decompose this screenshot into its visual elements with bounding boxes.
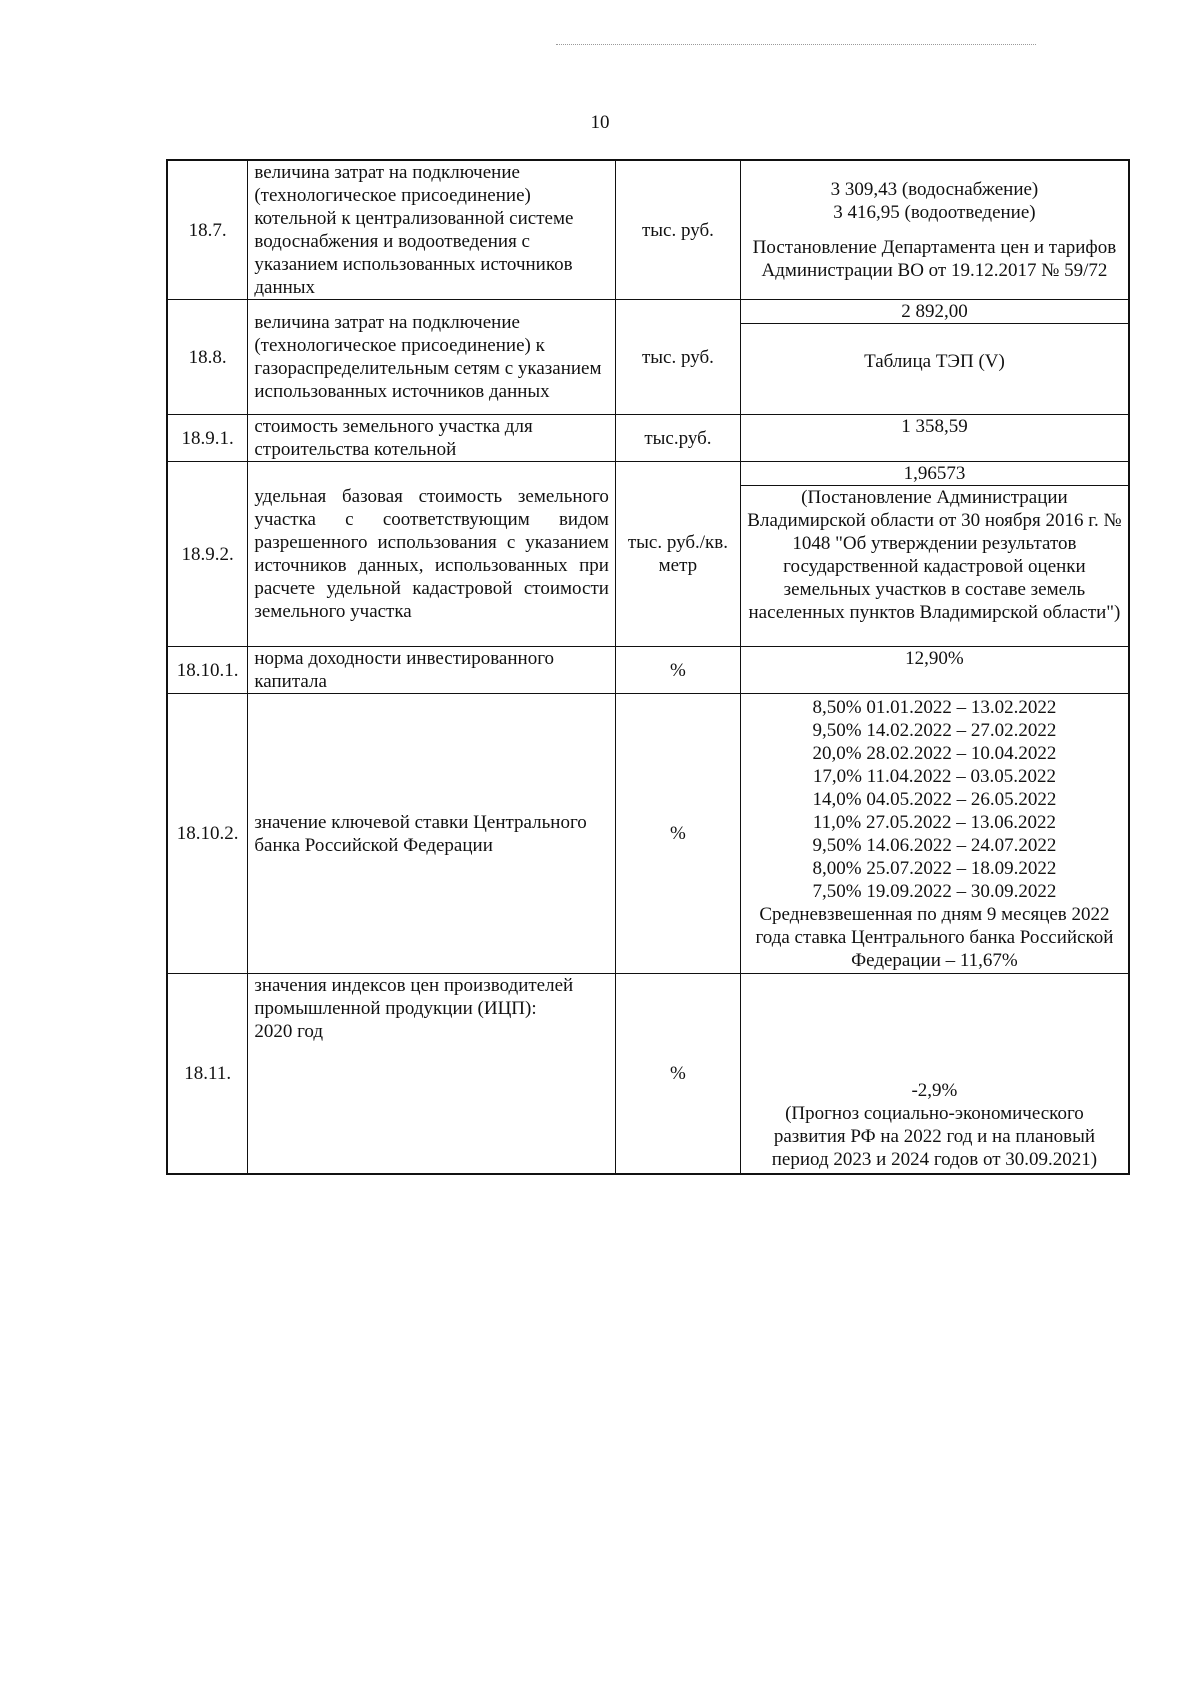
value-line: 3 309,43 (водоснабжение): [830, 179, 1039, 200]
table-row: [167, 974, 1129, 1174]
rate-line: 9,50% 14.02.2022 – 27.02.2022: [812, 719, 1057, 741]
page-number: 10: [590, 112, 610, 133]
row-value: [740, 160, 1129, 300]
row-unit: тыс. руб./кв. метр: [615, 462, 740, 647]
table-row: [167, 300, 1129, 415]
row-number: 18.9.1.: [167, 415, 248, 462]
table-row: [167, 647, 1129, 694]
value-source: (Постановление Администрации Владимирской области от 30 ноября 2016 г. № 1048 "Об утверждении результатов государственной кадастровой оценки земельных участков в составе земель населенных пунктов Владимирской области"): [747, 487, 1122, 623]
rate-line: 20,0% 28.02.2022 – 10.04.2022: [812, 742, 1057, 764]
row-value: [740, 647, 1129, 694]
row-description: норма доходности инвестированного капитала: [248, 647, 616, 694]
value-source: (Прогноз социально-экономического развития РФ на 2022 год и на плановый период 2023 и 2024 годов от 30.09.2021): [771, 1102, 1098, 1170]
value-source: Таблица ТЭП (V): [864, 351, 1005, 372]
rate-line: 7,50% 19.09.2022 – 30.09.2022: [812, 880, 1057, 902]
rate-line: 8,00% 25.07.2022 – 18.09.2022: [812, 857, 1057, 879]
row-unit: %: [615, 694, 740, 974]
row-description: значение ключевой ставки Центрального банка Российской Федерации: [248, 694, 616, 974]
description-year: 2020 год: [254, 1021, 324, 1042]
rate-line: 8,50% 01.01.2022 – 13.02.2022: [812, 696, 1057, 718]
description-text: значения индексов цен производителей промышленной продукции (ИЦП):: [254, 975, 574, 1019]
value-line: 1,96573: [741, 462, 1128, 486]
row-description: [248, 974, 616, 1174]
table-row: [167, 415, 1129, 462]
table-row: [167, 694, 1129, 974]
row-description: удельная базовая стоимость земельного участка с соответствующим видом разрешенного использования с указанием источников данных, использованных при расчете удельной кадастровой стоимости земельного участка: [248, 462, 616, 647]
value-line: 1 358,59: [901, 416, 968, 437]
weighted-rate-note: Средневзвешенная по дням 9 месяцев 2022 года ставка Центрального банка Российской Федерации – 11,67%: [755, 903, 1114, 971]
value-line: 3 416,95 (водоотведение): [833, 202, 1036, 223]
row-value: [740, 300, 1129, 415]
row-number: 18.10.2.: [167, 694, 248, 974]
row-unit: тыс. руб.: [615, 160, 740, 300]
row-value: [740, 974, 1129, 1174]
row-description: стоимость земельного участка для строительства котельной: [248, 415, 616, 462]
row-unit: тыс.руб.: [615, 415, 740, 462]
value-line: -2,9%: [911, 1079, 958, 1101]
rate-line: 11,0% 27.05.2022 – 13.06.2022: [812, 811, 1056, 833]
table-row: [167, 160, 1129, 300]
rate-line: 14,0% 04.05.2022 – 26.05.2022: [812, 788, 1057, 810]
row-number: 18.9.2.: [167, 462, 248, 647]
value-line: 2 892,00: [741, 300, 1128, 324]
scan-artifact: [556, 44, 1036, 47]
row-number: 18.7.: [167, 160, 248, 300]
row-unit: тыс. руб.: [615, 300, 740, 415]
rate-line: 17,0% 11.04.2022 – 03.05.2022: [812, 765, 1056, 787]
row-description: величина затрат на подключение (технологическое присоединение) к газораспределительным сетям с указанием использованных источников данных: [248, 300, 616, 415]
row-unit: %: [615, 974, 740, 1174]
value-source: Постановление Департамента цен и тарифов Администрации ВО от 19.12.2017 № 59/72: [752, 237, 1117, 281]
value-line: 12,90%: [905, 648, 964, 669]
row-number: 18.10.1.: [167, 647, 248, 694]
rate-line: 9,50% 14.06.2022 – 24.07.2022: [812, 834, 1057, 856]
row-value: [740, 694, 1129, 974]
row-number: 18.11.: [167, 974, 248, 1174]
row-value: [740, 415, 1129, 462]
row-description: величина затрат на подключение (технологическое присоединение) котельной к централизованной системе водоснабжения и водоотведения с указанием использованных источников данных: [248, 160, 616, 300]
row-value: [740, 462, 1129, 647]
row-number: 18.8.: [167, 300, 248, 415]
parameters-table: [166, 159, 1130, 1175]
row-unit: %: [615, 647, 740, 694]
table-row: [167, 462, 1129, 647]
